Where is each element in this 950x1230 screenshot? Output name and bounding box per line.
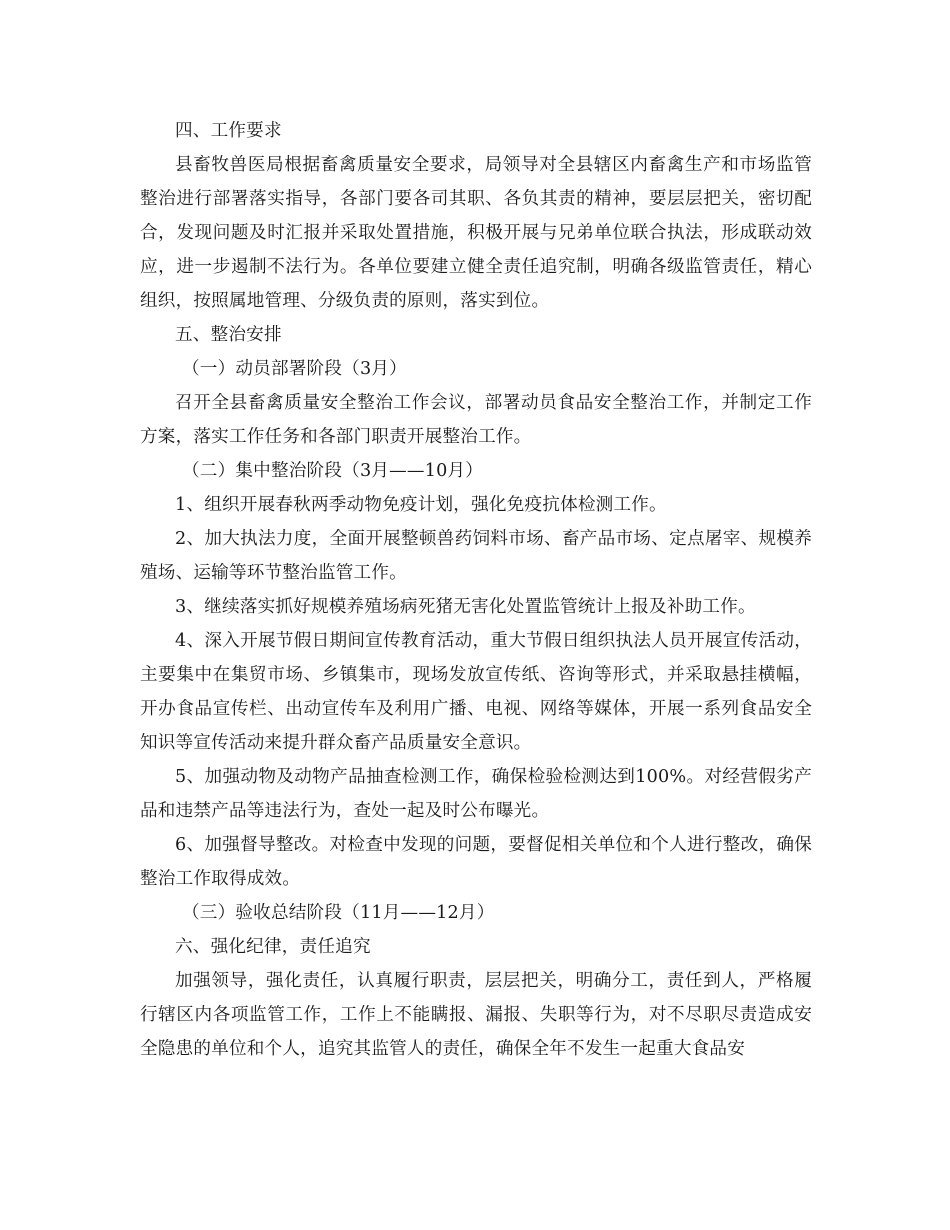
section-heading-discipline-accountability: 六、强化纪律，责任追究 [175,937,371,957]
section-heading-rectification-arrangement: 五、整治安排 [175,325,282,345]
list-item-2: 2、加大执法力度，全面开展整顿兽药饲料市场、畜产品市场、定点屠宰、规模养殖场、运输等环节整治监管工作。 [140,529,812,583]
list-item-1: 1、组织开展春秋两季动物免疫计划，强化免疫抗体检测工作。 [175,495,667,515]
section-heading-work-requirements: 四、工作要求 [175,121,282,141]
paragraph-discipline-accountability: 加强领导，强化责任，认真履行职责，层层把关，明确分工，责任到人，严格履行辖区内各项监管工作，工作上不能瞒报、漏报、失职等行为，对不尽职尽责造成安全隐患的单位和个人，追究其监管人的责任，确保全年不发生一起重大食品安 [140,971,812,1059]
subheading-mobilization-stage: （一）动员部署阶段（3月） [182,359,407,379]
subheading-concentrated-rectification-stage: （二）集中整治阶段（3月——10月） [182,461,484,481]
document-body [140,114,812,1066]
paragraph-mobilization-stage: 召开全县畜禽质量安全整治工作会议，部署动员食品安全整治工作，并制定工作方案，落实工作任务和各部门职责开展整治工作。 [140,393,812,447]
list-item-5: 5、加强动物及动物产品抽查检测工作，确保检验检测达到100%。对经营假劣产品和违禁产品等违法行为，查处一起及时公布曝光。 [140,767,812,821]
list-item-3: 3、继续落实抓好规模养殖场病死猪无害化处置监管统计上报及补助工作。 [175,597,756,617]
list-item-4: 4、深入开展节假日期间宣传教育活动，重大节假日组织执法人员开展宣传活动，主要集中在集贸市场、乡镇集市，现场发放宣传纸、咨询等形式，并采取悬挂横幅，开办食品宣传栏、出动宣传车及利用广播、电视、网络等媒体，开展一系列食品安全知识等宣传活动来提升群众畜产品质量安全意识。 [140,631,812,753]
list-item-6: 6、加强督导整改。对检查中发现的问题，要督促相关单位和个人进行整改，确保整治工作取得成效。 [140,835,812,889]
subheading-acceptance-summary-stage: （三）验收总结阶段（11月——12月） [182,903,495,923]
paragraph-work-requirements: 县畜牧兽医局根据畜禽质量安全要求，局领导对全县辖区内畜禽生产和市场监管整治进行部署落实指导，各部门要各司其职、各负其责的精神，要层层把关，密切配合，发现问题及时汇报并采取处置措施，积极开展与兄弟单位联合执法，形成联动效应，进一步遏制不法行为。各单位要建立健全责任追究制，明确各级监管责任，精心组织，按照属地管理、分级负责的原则，落实到位。 [140,155,812,311]
